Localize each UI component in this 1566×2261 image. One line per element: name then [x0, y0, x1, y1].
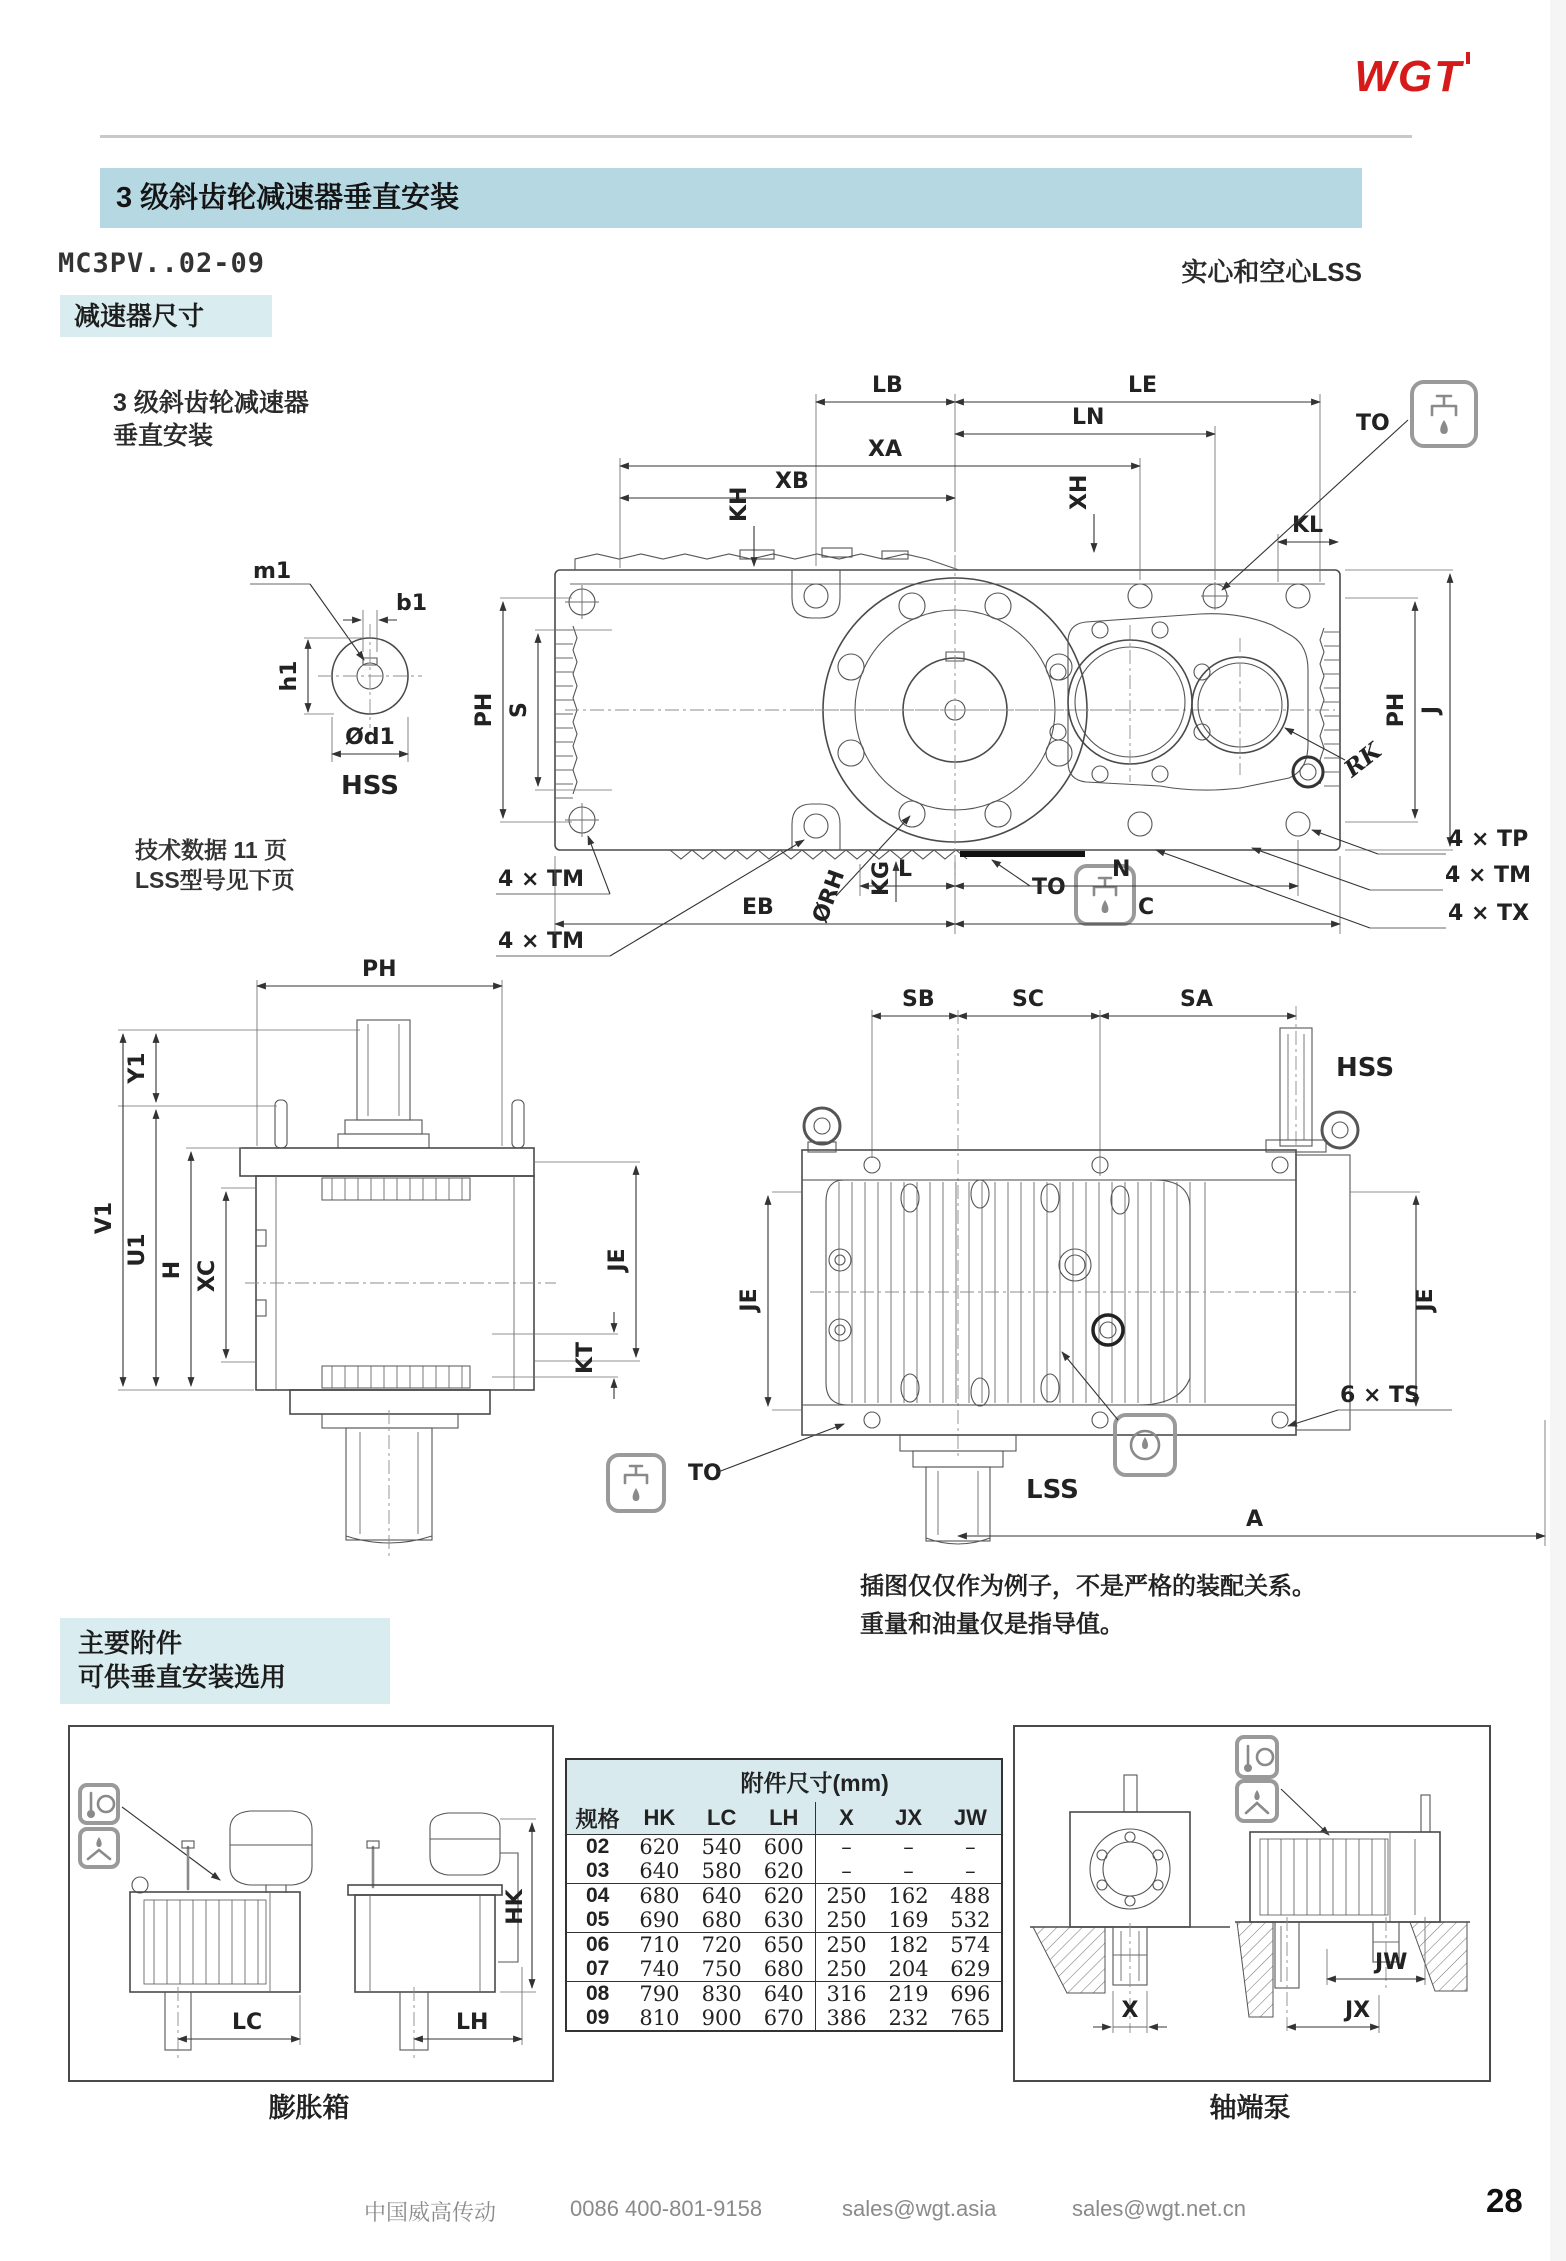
lss-shaft-label: LSS: [1026, 1475, 1079, 1505]
dim-label: KT: [573, 1341, 598, 1375]
dim-label: JE: [737, 1288, 762, 1312]
col-header: JW: [940, 1802, 1002, 1835]
dim-label: 4 × TM: [498, 929, 584, 954]
oil-drip-icon: [80, 1829, 118, 1867]
dim-label: h1: [277, 660, 302, 692]
page-number: 28: [1486, 2182, 1523, 2219]
dim-label: TO: [1356, 411, 1390, 436]
gearbox-side-and-front-view-drawing: [40, 950, 1566, 1660]
section-accessories-line2: 可供垂直安装选用: [78, 1662, 287, 1692]
expansion-tank-panel: [68, 1725, 554, 2082]
dim-label: J: [1419, 705, 1444, 715]
col-header: JX: [877, 1802, 939, 1835]
dim-label: 4 × TM: [1445, 863, 1531, 888]
shaft-end-pump-panel: [1013, 1725, 1491, 2082]
dim-label: PH: [1384, 692, 1409, 728]
footer-company: 中国威高传动: [364, 2200, 497, 2225]
dim-label: XC: [195, 1259, 220, 1293]
logo-trademark-icon: [1466, 52, 1470, 64]
footer-email-cn: sales@wgt.net.cn: [1072, 2196, 1246, 2221]
dim-label: Ød1: [345, 725, 395, 750]
dim-label: RK: [1339, 737, 1387, 783]
dim-label: 4 × TX: [1448, 901, 1530, 926]
thermometer-icon: [80, 1785, 118, 1823]
dim-label: LC: [232, 2010, 263, 2035]
dim-label: L: [898, 857, 913, 882]
dim-label: TO: [688, 1461, 722, 1486]
dim-label: b1: [396, 591, 428, 616]
oil-sight-glass-icon: [1115, 1415, 1175, 1475]
dim-label: 4 × TP: [1448, 827, 1529, 852]
dim-label: H: [160, 1260, 185, 1280]
hss-shaft-label: HSS: [340, 771, 400, 801]
disclaimer-line2: 重量和油量仅是指导值。: [860, 1611, 1124, 1638]
col-header: LC: [691, 1802, 753, 1835]
dim-label: X: [1121, 1998, 1139, 2023]
shaft-type-note: 实心和空心LSS: [1181, 257, 1362, 287]
dim-label: PH: [472, 692, 497, 728]
accessory-dimensions-table: [565, 1758, 1003, 2032]
disclaimer-line1: 插图仅仅作为例子，不是严格的装配关系。: [860, 1573, 1316, 1600]
dim-label: SB: [902, 987, 935, 1012]
dim-label: XH: [1067, 474, 1092, 510]
dim-label: N: [1112, 857, 1131, 882]
col-header: HK: [628, 1802, 690, 1835]
col-header: X: [815, 1802, 877, 1835]
col-header-spec: 规格: [566, 1802, 628, 1835]
table-row: 07 740 750 680 250 204 629: [566, 1957, 1002, 1982]
table-header-row: [566, 1802, 1002, 1835]
wgt-logo: [1354, 52, 1470, 102]
dim-label: C: [1138, 895, 1155, 920]
table-row: 08 790 830 640 316 219 696: [585, 1982, 991, 2006]
dim-label: JE: [1413, 1288, 1438, 1312]
dim-label: SC: [1012, 987, 1044, 1012]
dim-label: EB: [742, 895, 774, 920]
dim-label: 4 × TM: [498, 867, 584, 892]
dim-label: LN: [1072, 405, 1105, 430]
table-row: 04 680 640 620 250 162 488: [585, 1884, 991, 1908]
expansion-tank-drawing: [70, 1727, 548, 2076]
header-rule: [100, 135, 1412, 138]
model-code: MC3PV..02-09: [58, 248, 266, 279]
col-header: LH: [753, 1802, 815, 1835]
note-lss-type: LSS型号见下页: [135, 867, 295, 893]
expansion-tank-caption: 膨胀箱: [268, 2093, 350, 2123]
dim-label: KH: [727, 486, 752, 522]
table-row: 05 690 680 630 250 169 532: [566, 1908, 1002, 1933]
dim-label: S: [507, 702, 532, 718]
table-title: 附件尺寸(mm): [628, 1759, 1002, 1802]
breather-valve-icon: [608, 1455, 664, 1511]
hss-shaft-label: HSS: [1336, 1053, 1395, 1083]
dim-label: TO: [1032, 875, 1066, 900]
table-row: 02 620 540 600 – – –: [585, 1835, 976, 1859]
dim-label: Y1: [125, 1052, 150, 1084]
dim-label: JE: [605, 1248, 630, 1272]
note-tech-data: 技术数据 11 页: [135, 837, 288, 863]
dim-label: HK: [503, 1889, 528, 1925]
dim-label: 6 × TS: [1340, 1383, 1420, 1408]
dim-label: LB: [872, 373, 903, 398]
table-row: 06 710 720 650 250 182 574: [585, 1933, 991, 1957]
footer-phone: 0086 400-801-9158: [570, 2196, 763, 2221]
base-reference-bar: [960, 851, 1085, 857]
breather-valve-icon: [1412, 382, 1476, 446]
section-accessories-line1: 主要附件: [78, 1628, 183, 1658]
page-title: 3 级斜齿轮减速器垂直安装: [100, 168, 1362, 228]
table-corner-cell: [566, 1759, 628, 1802]
dim-label: KG: [869, 860, 894, 896]
logo-text: WGT: [1354, 52, 1463, 101]
dim-label: KL: [1292, 513, 1324, 538]
dim-label: JX: [1345, 1998, 1371, 2023]
table-row: 09 810 900 670 386 232 765: [585, 2006, 991, 2030]
thermometer-icon: [1237, 1737, 1277, 1777]
oil-drip-icon: [1237, 1781, 1277, 1821]
shaft-end-pump-caption: 轴端泵: [1209, 2093, 1291, 2123]
footer-email-asia: sales@wgt.asia: [842, 2196, 997, 2221]
section-reducer-dimensions: 减速器尺寸: [60, 295, 272, 337]
dim-label: LE: [1128, 373, 1158, 398]
dim-label: V1: [92, 1201, 117, 1235]
dim-label: PH: [362, 957, 397, 982]
drawing-intro-line1: 3 级斜齿轮减速器: [113, 389, 309, 417]
dim-label: m1: [253, 559, 292, 584]
dim-label: ØRH: [808, 866, 851, 927]
dim-label: SA: [1180, 987, 1213, 1012]
dim-label: JW: [1375, 1950, 1408, 1975]
drawing-intro-line2: 垂直安装: [113, 422, 214, 450]
table-row: 03 640 580 620 – – –: [566, 1859, 1002, 1884]
table-title-row: [566, 1759, 1002, 1802]
shaft-end-pump-drawing: [1015, 1727, 1485, 2076]
dim-label: A: [1246, 1507, 1264, 1532]
dim-label: XA: [868, 437, 902, 462]
dim-label: XB: [775, 469, 809, 494]
section-main-accessories: [60, 1618, 390, 1704]
dim-label: LH: [456, 2010, 489, 2035]
dim-label: U1: [125, 1233, 150, 1267]
